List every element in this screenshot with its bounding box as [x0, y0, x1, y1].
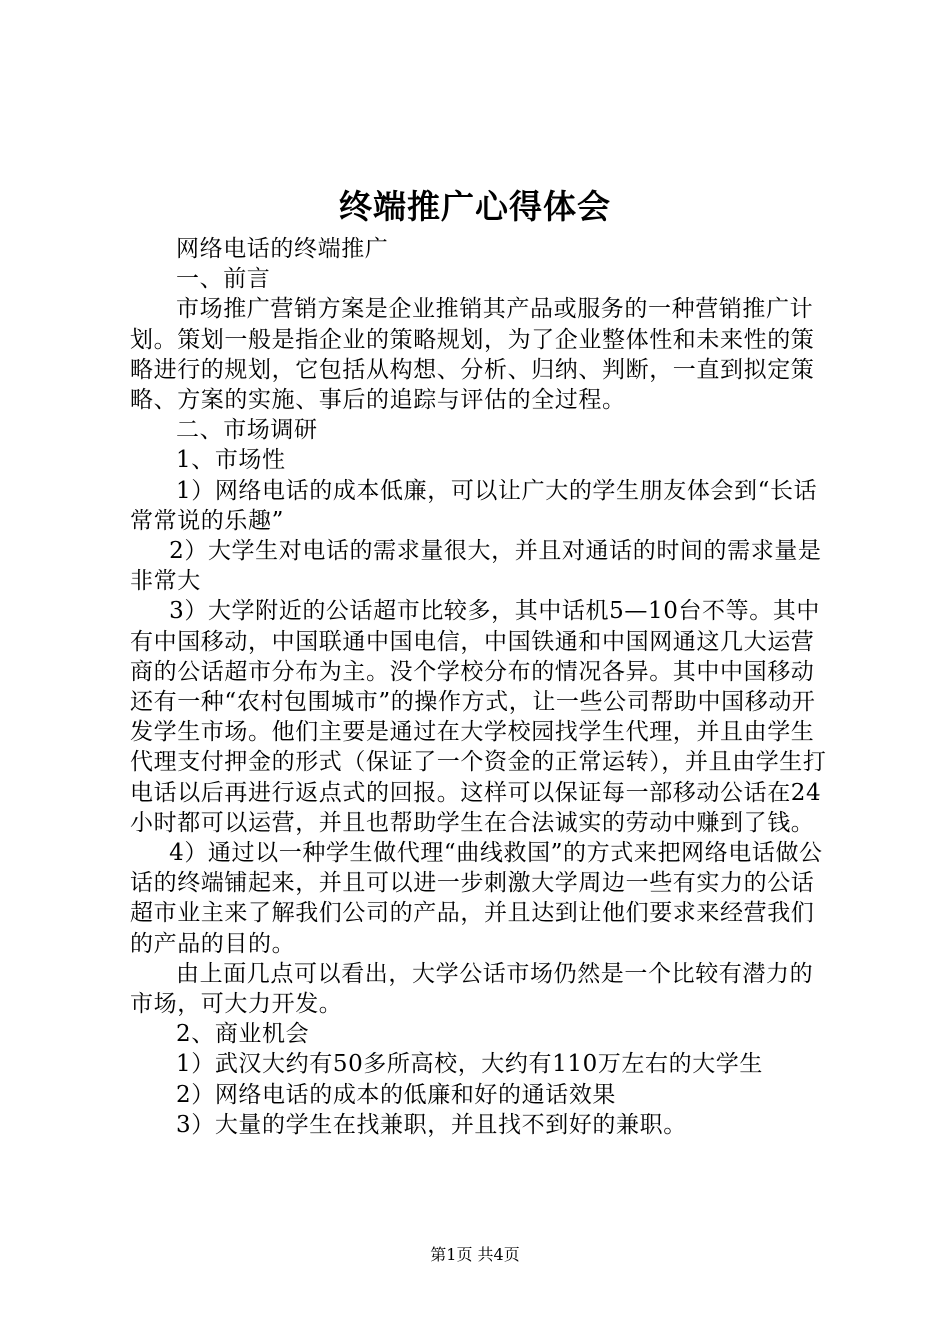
subheading-marketability: 1、市场性 [176, 447, 286, 474]
subheading-business-opportunity: 2、商业机会 [176, 1021, 310, 1048]
preface-paragraph: 市场推广营销方案是企业推销其产品或服务的一种营销推广计划。策划一般是指企业的策略规划，为了企业整体性和未来性的策略进行的规划，它包括从构想、分析、归纳、判断，一直到拟定策略、方案的实施、事后的追踪与评估的全过程。 [130, 296, 815, 414]
opportunity-item-2: 2）网络电话的成本的低廉和好的通话效果 [176, 1081, 617, 1108]
section-heading-preface: 一、前言 [176, 266, 271, 293]
document-title: 终端推广心得体会 [339, 187, 611, 226]
list-item-1: 1）网络电话的成本低廉，可以让广大的学生朋友体会到“长话常常说的乐趣” [130, 477, 818, 534]
opportunity-item-3: 3）大量的学生在找兼职，并且找不到好的兼职。 [176, 1111, 687, 1138]
list-item-2: 2）大学生对电话的需求量很大，并且对通话的时间的需求量是非常大 [130, 538, 822, 595]
list-item-4: 4）通过以一种学生做代理“曲线救国”的方式来把网络电话做公话的终端铺起来，并且可以进一步刺激大学周边一些有实力的公话超市业主来了解我们公司的产品，并且达到让他们要求来经营我们的产品的目的。 [130, 840, 823, 957]
list-item-3: 3）大学附近的公话超市比较多，其中话机5—10台不等。其中有中国移动，中国联通中国电信，中国铁通和中国网通这几大运营商的公话超市分布为主。没个学校分布的情况各异。其中中国移动还有一种“农村包围城市”的操作方式，让一些公司帮助中国移动开发学生市场。他们主要是通过在大学校园找学生代理，并且由学生代理支付押金的形式（保证了一个资金的正常运转），并且由学生打电话以后再进行返点式的回报。这样可以保证每一部移动公话在24小时都可以运营，并且也帮助学生在合法诚实的劳动中赚到了钱。 [130, 598, 827, 836]
opportunity-item-1: 1）武汉大约有50多所高校，大约有110万左右的大学生 [176, 1051, 763, 1078]
document-body [130, 234, 835, 1140]
page-footer: 第1页 共4页 [430, 1245, 520, 1264]
conclusion-paragraph: 由上面几点可以看出，大学公话市场仍然是一个比较有潜力的市场，可大力开发。 [130, 960, 814, 1018]
section-heading-market-research: 二、市场调研 [176, 417, 318, 444]
subtitle-paragraph: 网络电话的终端推广 [176, 236, 389, 262]
